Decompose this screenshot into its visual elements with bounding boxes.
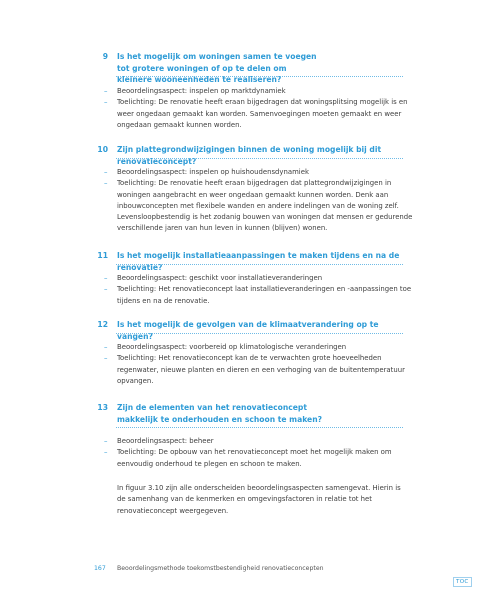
explanation: Toelichting: De opbouw van het renovatieconcept moet het mogelijk maken om eenvoudig onderhoud te plegen en schoon te maken. xyxy=(117,448,392,468)
assessment-aspect: Beoordelingsaspect: inspelen op huishoudensdynamiek xyxy=(117,168,309,176)
dotted-divider xyxy=(116,76,403,77)
explanation: Toelichting: De renovatie heeft eraan bijgedragen dat plattegrondwijzigingen in woningen aangebracht en weer ongedaan gemaakt kunnen worden. Denk aan inbouwconcepten met flexibele wanden en andere indelingen van de woning zelf. Levensloopbestendig is het zodanig bouwen van woningen dat mensen er gedurende verschillende jaren van hun leven in kunnen (blijven) wonen. xyxy=(117,179,413,233)
question-number: 12 xyxy=(97,320,108,329)
assessment-aspect: Beoordelingsaspect: geschikt voor installatieveranderingen xyxy=(117,274,323,282)
toc-link[interactable]: TOC xyxy=(453,577,472,587)
list-item: – Beoordelingsaspect: geschikt voor installatieveranderingen xyxy=(104,273,424,284)
list-item: – Beoordelingsaspect: inspelen op huishoudensdynamiek xyxy=(104,167,424,178)
assessment-aspect: Beoordelingsaspect: inspelen op marktdynamiek xyxy=(117,87,286,95)
running-title: Beoordelingsmethode toekomstbestendigheid renovatieconcepten xyxy=(117,565,324,572)
explanation: Toelichting: De renovatie heeft eraan bijgedragen dat woningsplitsing mogelijk is en weer ongedaan gemaakt kan worden. Samenvoegingen moeten gemaakt en weer ongedaan gemaakt kunnen worden. xyxy=(117,98,408,129)
list-item: – Beoordelingsaspect: inspelen op marktdynamiek xyxy=(104,86,424,97)
page-number: 167 xyxy=(94,565,106,572)
assessment-aspect: Beoordelingsaspect: beheer xyxy=(117,437,214,445)
question-title: Is het mogelijk installatieaanpassingen te maken tijdens en na de renovatie? xyxy=(117,251,400,272)
list-item: – Beoordelingsaspect: voorbereid op klimatologische veranderingen xyxy=(104,342,424,353)
closing-paragraph: In figuur 3.10 zijn alle onderscheiden beoordelingsaspecten samengevat. Hierin is de samenhang van de kenmerken en omgevingsfactoren in relatie tot het renovatieconcept weergegeven. xyxy=(117,484,401,515)
dotted-divider xyxy=(116,427,403,428)
list-item: – Toelichting: De renovatie heeft eraan bijgedragen dat plattegrondwijzigingen in woningen aangebracht en weer ongedaan gemaakt kunnen worden. Denk aan inbouwconcepten met flexibele wanden en andere indelingen van de woning zelf. Levensloopbestendig is het zodanig bouwen van woningen dat mensen er gedurende verschillende jaren van hun leven in kunnen (blijven) wonen. xyxy=(104,178,424,234)
dotted-divider xyxy=(116,264,403,265)
question-number: 10 xyxy=(97,145,108,154)
list-item: – Toelichting: Het renovatieconcept kan de te verwachten grote hoeveelheden regenwater, nieuwe planten en dieren en een verhoging van de buitentemperatuur opvangen. xyxy=(104,353,424,387)
question-title: Zijn plattegrondwijzigingen binnen de woning mogelijk bij dit renovatieconcept? xyxy=(117,145,382,166)
question-number: 13 xyxy=(97,403,108,412)
explanation: Toelichting: Het renovatieconcept kan de te verwachten grote hoeveelheden regenwater, nieuwe planten en dieren en een verhoging van de buitentemperatuur opvangen. xyxy=(117,354,405,385)
list-item: – Toelichting: De opbouw van het renovatieconcept moet het mogelijk maken om eenvoudig onderhoud te plegen en schoon te maken. xyxy=(104,447,424,470)
question-title: Is het mogelijk om woningen samen te voegen tot grotere woningen of op te delen om kleinere wooneenheden te realiseren? xyxy=(117,52,317,84)
question-number: 9 xyxy=(102,52,108,61)
list-item: – Toelichting: Het renovatieconcept laat installatieveranderingen en -aanpassingen toe tijdens en na de renovatie. xyxy=(104,284,424,307)
question-title: Zijn de elementen van het renovatieconcept makkelijk te onderhouden en schoon te maken? xyxy=(117,403,323,424)
dotted-divider xyxy=(116,158,403,159)
question-number: 11 xyxy=(97,251,108,260)
list-item: – Toelichting: De renovatie heeft eraan bijgedragen dat woningsplitsing mogelijk is en weer ongedaan gemaakt kan worden. Samenvoegingen moeten gemaakt en weer ongedaan gemaakt kunnen worden. xyxy=(104,97,424,131)
question-title: Is het mogelijk de gevolgen van de klimaatverandering op te vangen? xyxy=(117,320,379,341)
list-item: – Beoordelingsaspect: beheer xyxy=(104,436,424,447)
assessment-aspect: Beoordelingsaspect: voorbereid op klimatologische veranderingen xyxy=(117,343,347,351)
dotted-divider xyxy=(116,333,403,334)
explanation: Toelichting: Het renovatieconcept laat installatieveranderingen en -aanpassingen toe tijdens en na de renovatie. xyxy=(117,285,412,305)
